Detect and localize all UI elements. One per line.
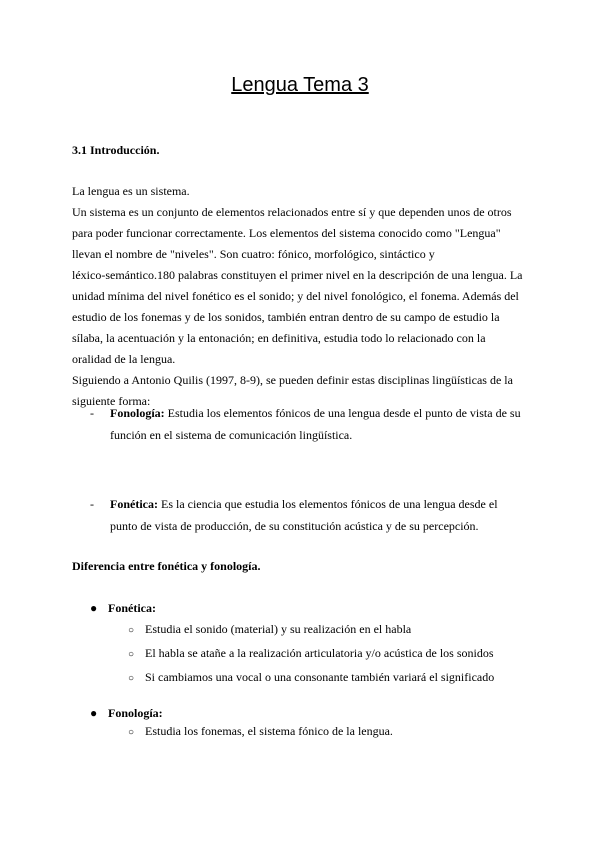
difference-heading: Diferencia entre fonética y fonología. bbox=[72, 559, 261, 573]
sub-list-fonetica bbox=[128, 618, 494, 690]
sub-list-item: ○ Si cambiamos una vocal o una consonante también variará el significado bbox=[128, 666, 494, 690]
bullet-icon: ● bbox=[90, 601, 98, 615]
intro-line: La lengua es un sistema. bbox=[72, 184, 190, 198]
definition-text: Es la ciencia que estudia los elementos fónicos de una lengua desde el bbox=[157, 497, 498, 511]
definition-text: punto de vista de producción, de su constitución acústica y de su percepción. bbox=[110, 519, 479, 533]
circle-bullet-icon: ○ bbox=[128, 727, 135, 738]
page-title: Lengua Tema 3 bbox=[231, 74, 369, 96]
definition-text: función en el sistema de comunicación lingüística. bbox=[110, 428, 353, 442]
definition-fonetica bbox=[90, 493, 530, 537]
dash-marker: - bbox=[90, 406, 94, 420]
list-item-fonologia bbox=[90, 705, 163, 721]
definition-text: Estudia los elementos fónicos de una lengua desde el punto de vista de su bbox=[164, 406, 521, 420]
list-label: Fonología: bbox=[108, 706, 163, 720]
sub-list-item: ○ Estudia los fonemas, el sistema fónico de la lengua. bbox=[128, 720, 393, 744]
section-heading: 3.1 Introducción. bbox=[72, 143, 160, 157]
definition-term: Fonética: bbox=[110, 497, 158, 511]
intro-line: sílaba, la acentuación y la entonación; en definitiva, estudia todo lo relacionado con la bbox=[72, 331, 486, 345]
intro-line: llevan el nombre de "niveles". Son cuatro: fónico, morfológico, sintáctico y bbox=[72, 247, 435, 261]
intro-line: siguiente forma: bbox=[72, 394, 151, 408]
intro-line: léxico-semántico.180 palabras constituyen el primer nivel en la descripción de una lengua. La bbox=[72, 268, 523, 282]
intro-line: Un sistema es un conjunto de elementos relacionados entre sí y que dependen unos de otros bbox=[72, 205, 512, 219]
definition-fonologia bbox=[90, 402, 530, 446]
definition-term: Fonología: bbox=[110, 406, 165, 420]
intro-line: para poder funcionar correctamente. Los elementos del sistema conocido como "Lengua" bbox=[72, 226, 501, 240]
list-label: Fonética: bbox=[108, 601, 156, 615]
sub-list-item: ○ Estudia el sonido (material) y su realización en el habla bbox=[128, 618, 494, 642]
circle-bullet-icon: ○ bbox=[128, 673, 135, 684]
intro-line: Siguiendo a Antonio Quilis (1997, 8-9), se pueden definir estas disciplinas lingüísticas de la bbox=[72, 373, 513, 387]
intro-paragraph bbox=[72, 181, 534, 412]
circle-bullet-icon: ○ bbox=[128, 649, 135, 660]
intro-line: oralidad de la lengua. bbox=[72, 352, 176, 366]
bullet-icon: ● bbox=[90, 706, 98, 720]
intro-line: unidad mínima del nivel fonético es el sonido; y del nivel fonológico, el fonema. Además del bbox=[72, 289, 519, 303]
sub-list-fonologia bbox=[128, 720, 393, 744]
intro-line: estudio de los fonemas y de los sonidos, también entran dentro de su campo de estudio la bbox=[72, 310, 500, 324]
sub-list-item: ○ El habla se atañe a la realización articulatoria y/o acústica de los sonidos bbox=[128, 642, 494, 666]
dash-marker: - bbox=[90, 497, 94, 511]
list-item-fonetica bbox=[90, 600, 156, 616]
circle-bullet-icon: ○ bbox=[128, 625, 135, 636]
